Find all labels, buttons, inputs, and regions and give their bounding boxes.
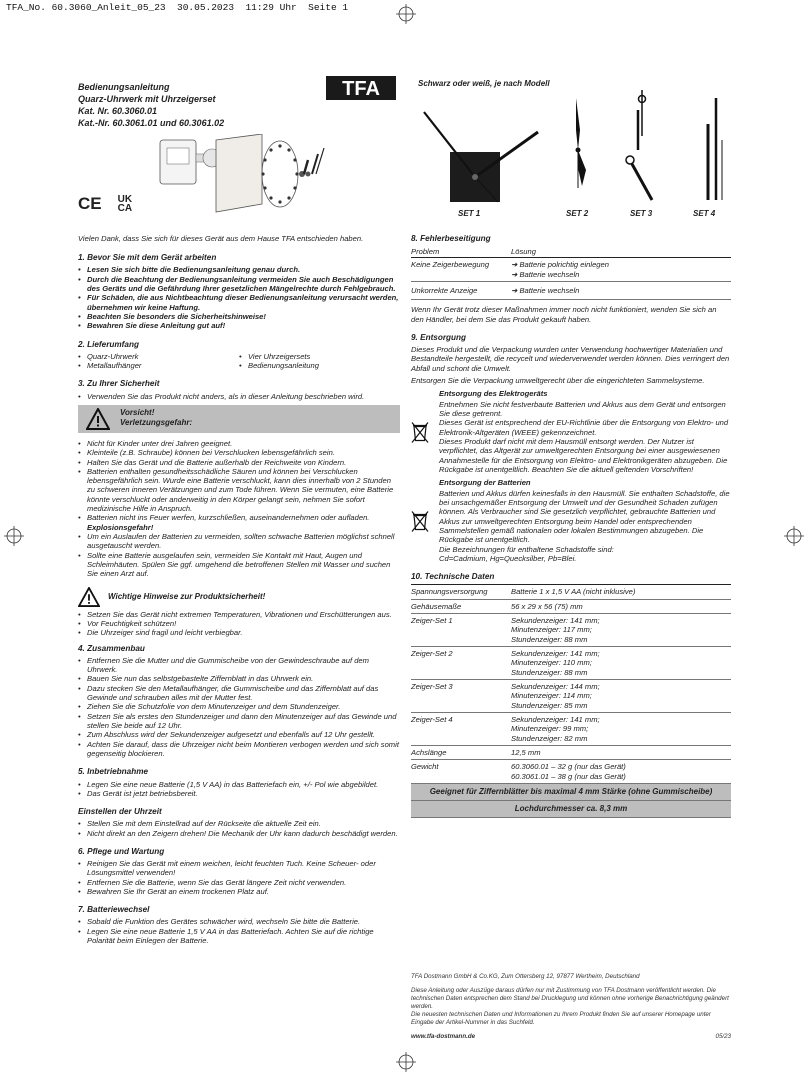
set-4-hands: [708, 98, 722, 200]
paragraph: Die Bezeichnungen für enthaltene Schadstoffe sind:: [439, 544, 614, 554]
right-column: [411, 234, 731, 827]
footer: [411, 973, 731, 1041]
list-item: • Setzen Sie als erstes den Stundenzeiger und dann den Minutenzeiger auf das Gewinde und stellen Sie beide auf 12 Uhr.: [78, 712, 400, 731]
table-cell-value: [511, 746, 731, 760]
dial-thickness-note: Geeignet für Ziffernblätter bis maximal 4 mm Stärke (ohne Gummischeibe): [411, 784, 731, 801]
table-cell-value: [511, 614, 731, 647]
cat-number-1: Kat. Nr. 60.3060.01: [78, 105, 158, 116]
table-row: [411, 746, 731, 760]
table-cell-value: [511, 680, 731, 713]
table-cell-value: [511, 647, 731, 680]
table-row: [411, 585, 731, 599]
set-2-label: SET 2: [566, 209, 589, 218]
list-item: • Entfernen Sie die Mutter und die Gummischeibe von der Gewindeschraube auf dem Uhrwerk.: [78, 656, 400, 675]
troubleshooting-note: Wenn Ihr Gerät trotz dieser Maßnahmen immer noch nicht funktioniert, wenden Sie sich an den Händler, bei dem Sie das Produkt gekauft haben.: [411, 305, 717, 324]
table-row: [411, 282, 731, 300]
list-item: • Kleinteile (z.B. Schraube) können bei Verschlucken lebensgefährlich sein.: [78, 448, 400, 457]
table-cell-label: Zeiger-Set 3: [411, 682, 453, 692]
section-2-title: 2. Lieferumfang: [78, 339, 139, 349]
ukca-line-1: UK: [117, 193, 133, 205]
table-row: [411, 713, 731, 746]
value-line: Minutenzeiger: 110 mm;: [511, 658, 592, 668]
table-cell-value: [511, 585, 731, 599]
safety-hint-title: Wichtige Hinweise zur Produktsicherheit!: [108, 591, 266, 601]
value-line: 12,5 mm: [511, 748, 541, 758]
value-line: 60.3061.01 – 38 g (nur das Gerät): [511, 771, 626, 781]
list-item: • Sobald die Funktion des Gerätes schwächer wird, wechseln Sie bitte die Batterie.: [78, 917, 400, 926]
list-item: • Batterien enthalten gesundheitsschädliche Säuren und können bei Verschlucken lebensgefährlich sein. Wurde eine Batterie verschluckt, kann dies innerhalb von 2 Stunden zu schweren inneren Verätzungen und zum Tode führen. Wenn Sie vermuten, eine Batterie könnte verschluckt oder anderweitig in den Körper gelangt sein, nehmen Sie sofort medizinische Hilfe in Anspruch.: [78, 467, 400, 514]
section-3-title: 3. Zu Ihrer Sicherheit: [78, 379, 160, 389]
electro-disposal-title: Entsorgung des Elektrogeräts: [439, 389, 548, 399]
troubleshooting-table: [411, 246, 731, 300]
paragraph: Dieses Gerät ist entsprechend der EU-Richtlinie über die Entsorgung von Elektro- und Elektronik-Altgeräten (WEEE) gekennzeichnet.: [439, 418, 729, 437]
section-9-title: 9. Entsorgung: [411, 333, 467, 343]
crop-mark-left: [4, 526, 24, 546]
set-2-hands: [576, 98, 587, 188]
section-4-title: 4. Zusammenbau: [78, 643, 145, 653]
list-item: • Legen Sie eine neue Batterie (1,5 V AA) in das Batteriefach ein, +/- Pol wie abgebildet.: [78, 780, 400, 789]
section-10-title: 10. Technische Daten: [411, 572, 495, 582]
list-item: • Quarz-Uhrwerk: [78, 352, 239, 361]
document-header: [78, 82, 224, 130]
list-item: • Nicht für Kinder unter drei Jahren geeignet.: [78, 439, 400, 448]
table-cell-label: Gewicht: [411, 762, 439, 772]
table-row: [411, 258, 731, 282]
tfa-logo: [326, 76, 396, 100]
list-item: • Um ein Auslaufen der Batterien zu vermeiden, sollten schwache Batterien möglichst schnell ausgetauscht werden.: [78, 532, 400, 551]
list-item: • Stellen Sie mit dem Einstellrad auf der Rückseite die aktuelle Zeit ein.: [78, 819, 400, 828]
conformity-marks: [78, 194, 132, 214]
hand-sets-illustration: [410, 90, 750, 208]
battery-disposal-block: [411, 478, 731, 563]
value-line: Stundenzeiger: 82 mm: [511, 733, 588, 743]
paragraph: Cd=Cadmium, Hg=Quecksilber, Pb=Blei.: [439, 554, 577, 564]
footer-legal-1: Diese Anleitung oder Auszüge daraus dürfen nur mit Zustimmung von TFA Dostmann veröffentlicht werden. Die technischen Daten entsprechen dem Stand bei Drucklegung und können ohne vorherige Benachrichtigung geändert werden.: [411, 987, 729, 1011]
section-8-title: 8. Fehlerbeseitigung: [411, 234, 491, 243]
technical-data-table: [411, 584, 731, 784]
table-cell-value: [511, 713, 731, 746]
footer-date: 05/23: [715, 1033, 731, 1041]
crop-mark-top: [396, 4, 416, 24]
ce-mark: CE: [78, 194, 102, 213]
table-cell-label: Zeiger-Set 2: [411, 649, 453, 659]
cat-number-2: Kat.-Nr. 60.3061.01 und 60.3061.02: [78, 117, 225, 128]
solution-line: ➜ Batterie polrichtig einlegen: [511, 260, 609, 270]
table-cell-label: Achslänge: [411, 748, 447, 758]
list-item: • Ziehen Sie die Schutzfolie von dem Minutenzeiger und dem Stundenzeiger.: [78, 702, 400, 711]
set-4-label: SET 4: [693, 209, 716, 218]
paragraph: Dieses Produkt darf nicht mit dem Hausmüll entsorgt werden. Der Nutzer ist verpflichtet, das Altgerät zur umweltgerechten Entsorgung bei einer ausgewiesenen Annahmestelle für die Entsorgung von Elektro- und Elektronikgeräten abzugeben. Die Rückgabe ist unentgeltlich. Beachten Sie die aktuell geltenden Vorschriften!: [439, 437, 728, 475]
section-5-title: 5. Inbetriebnahme: [78, 767, 149, 777]
models-note: Schwarz oder weiß, je nach Modell: [418, 79, 550, 88]
print-header: TFA_No. 60.3060_Anleit_05_23 30.05.2023 11:29 Uhr Seite 1: [6, 2, 349, 13]
column-header-solution: Lösung: [511, 247, 536, 257]
battery-disposal-title: Entsorgung der Batterien: [439, 478, 531, 488]
list-item: • Metallaufhänger: [78, 361, 239, 370]
value-line: 60.3060.01 – 32 g (nur das Gerät): [511, 762, 626, 772]
value-line: Stundenzeiger: 88 mm: [511, 667, 588, 677]
section-6: [78, 847, 400, 896]
section-7: [78, 905, 400, 945]
table-cell-value: [511, 760, 731, 784]
section-9: [411, 333, 731, 563]
table-row: [411, 614, 731, 647]
warning-title: Vorsicht!: [120, 407, 155, 417]
left-column: [78, 234, 400, 954]
column-header-problem: Problem: [411, 247, 440, 257]
list-item-text: Batterien nicht ins Feuer werfen, kurzschließen, auseinandernehmen oder aufladen.: [87, 513, 370, 523]
table-cell-value: [511, 599, 731, 613]
value-line: Stundenzeiger: 85 mm: [511, 700, 588, 710]
section-6-title: 6. Pflege und Wartung: [78, 846, 165, 856]
section-5: [78, 767, 400, 837]
list-item: • Für Schäden, die aus Nichtbeachtung dieser Bedienungsanleitung verursacht werden, übernehmen wir keine Haftung.: [78, 293, 400, 312]
table-cell-label: Zeiger-Set 1: [411, 616, 453, 626]
section-7-title: 7. Batteriewechsel: [78, 905, 150, 915]
list-item: • Die Uhrzeiger sind fragil und leicht verbiegbar.: [78, 628, 400, 637]
hole-diameter-note: Lochdurchmesser ca. 8,3 mm: [411, 801, 731, 818]
electro-disposal-block: [411, 389, 731, 474]
warning-bar: [78, 405, 400, 433]
list-item: • Beachten Sie besonders die Sicherheitshinweise!: [78, 312, 400, 321]
doc-title: Bedienungsanleitung: [78, 82, 170, 92]
list-item: • Zum Abschluss wird der Sekundenzeiger aufgesetzt und ebenfalls auf 12 Uhr gestellt.: [78, 730, 400, 739]
section-8: [411, 234, 731, 324]
value-line: Batterie 1 x 1,5 V AA (nicht inklusive): [511, 587, 636, 597]
svg-text:TFA: TFA: [342, 78, 380, 100]
section-2: [78, 340, 400, 371]
section-4: [78, 644, 400, 759]
crossed-bin-icon: [411, 480, 429, 563]
set-3-label: SET 3: [630, 209, 653, 218]
section-10: [411, 572, 731, 817]
list-item: • Setzen Sie das Gerät nicht extremen Temperaturen, Vibrationen und Erschütterungen aus.: [78, 610, 400, 619]
paragraph: Entsorgen Sie die Verpackung umweltgerecht über die eingerichteten Sammelsysteme.: [411, 376, 705, 386]
solution-line: ➜ Batterie wechseln: [511, 269, 580, 279]
list-item: • Achten Sie darauf, dass die Uhrzeiger nicht beim Montieren verbogen werden und sich somit gegenseitig blockieren.: [78, 740, 400, 759]
table-row: [411, 680, 731, 713]
table-cell: Unkorrekte Anzeige: [411, 286, 478, 296]
footer-url[interactable]: www.tfa-dostmann.de: [411, 1033, 476, 1041]
table-cell-label: Zeiger-Set 4: [411, 715, 453, 725]
table-cell: ➜ Batterie wechseln: [511, 286, 580, 296]
list-item: • Bewahren Sie Ihr Gerät an einem trockenen Platz auf.: [78, 887, 400, 896]
list-item: [78, 513, 400, 532]
list-item: • Lesen Sie sich bitte die Bedienungsanleitung genau durch.: [78, 265, 400, 274]
list-item: • Durch die Beachtung der Bedienungsanleitung vermeiden Sie auch Beschädigungen des Geräts und die Gefährdung Ihrer gesetzlichen Mängelrechte durch Fehlgebrauch.: [78, 275, 400, 294]
table-cell-label: Gehäusemaße: [411, 601, 462, 611]
table-row: [411, 599, 731, 613]
set-3-hands: [626, 90, 652, 200]
value-line: Sekundenzeiger: 141 mm;: [511, 715, 600, 725]
footer-company: TFA Dostmann GmbH & Co.KG, Zum Ottersberg 12, 97877 Wertheim, Deutschland: [411, 973, 640, 980]
value-line: Sekundenzeiger: 141 mm;: [511, 649, 600, 659]
value-line: Sekundenzeiger: 144 mm;: [511, 682, 600, 692]
table-cell-label: Spannungsversorgung: [411, 587, 488, 597]
section-1: [78, 253, 400, 330]
value-line: Minutenzeiger: 114 mm;: [511, 691, 592, 701]
list-item: • Nicht direkt an den Zeigern drehen! Die Mechanik der Uhr kann dadurch beschädigt werden.: [78, 829, 400, 838]
list-item: • Legen Sie eine neue Batterie 1,5 V AA in das Batteriefach. Achten Sie auf die richtige Polarität beim Einlegen der Batterie.: [78, 927, 400, 946]
list-item: • Reinigen Sie das Gerät mit einem weichen, leicht feuchten Tuch. Keine Scheuer- oder Lösungsmittel verwenden!: [78, 859, 400, 878]
list-item: • Verwenden Sie das Produkt nicht anders, als in dieser Anleitung beschrieben wird.: [78, 392, 400, 401]
footer-legal-2: Die neuesten technischen Daten und Informationen zu Ihrem Produkt finden Sie auf unserer Homepage unter Eingabe der Artikel-Nummer in das Suchfeld.: [411, 1011, 711, 1027]
list-item: • Das Gerät ist jetzt betriebsbereit.: [78, 789, 400, 798]
section-5-subtitle: Einstellen der Uhrzeit: [78, 807, 162, 817]
list-item: • Entfernen Sie die Batterie, wenn Sie das Gerät längere Zeit nicht verwenden.: [78, 878, 400, 887]
section-1-title: 1. Bevor Sie mit dem Gerät arbeiten: [78, 253, 217, 263]
warning-subtitle: Verletzungsgefahr:: [120, 417, 193, 427]
crop-mark-bottom: [396, 1052, 416, 1072]
doc-subtitle: Quarz-Uhrwerk mit Uhrzeigerset: [78, 93, 216, 104]
list-item: • Halten Sie das Gerät und die Batterie außerhalb der Reichweite von Kindern.: [78, 458, 400, 467]
list-item: • Bewahren Sie diese Anleitung gut auf!: [78, 321, 400, 330]
table-cell: Keine Zeigerbewegung: [411, 260, 490, 270]
list-item: • Bedienungsanleitung: [239, 361, 400, 370]
value-line: Stundenzeiger: 88 mm: [511, 634, 588, 644]
table-cell: [511, 258, 731, 282]
list-item: • Vor Feuchtigkeit schützen!: [78, 619, 400, 628]
safety-hint: [78, 587, 400, 607]
paragraph: Batterien und Akkus dürfen keinesfalls in den Hausmüll. Sie enthalten Schadstoffe, die bei unsachgemäßer Entsorgung der Umwelt und der Gesundheit Schaden zufügen können. Als Verbraucher sind Sie gesetzlich verpflichtet, gebrauchte Batterien und Akkus zur umweltgerechten Entsorgung beim Handel oder entsprechenden Sammelstellen gemäß nationalen oder lokalen Bestimmungen abzugeben. Die Rückgabe ist unentgeltlich.: [439, 488, 730, 545]
value-line: Minutenzeiger: 117 mm;: [511, 625, 592, 635]
warning-icon: [86, 408, 110, 430]
intro-text: Vielen Dank, dass Sie sich für dieses Gerät aus dem Hause TFA entschieden haben.: [78, 234, 364, 243]
footer-bottom-line: [411, 1033, 731, 1041]
set-1-hands: [424, 112, 538, 202]
explosion-warning: Explosionsgefahr!: [87, 522, 154, 532]
movement-illustration: [158, 134, 328, 224]
list-item: • Dazu stecken Sie den Metallaufhänger, die Gummischeibe und das Ziffernblatt auf das Gewinde und schrauben alles mit der Mutter fest.: [78, 684, 400, 703]
list-item: • Bauen Sie nun das selbstgebastelte Ziffernblatt in das Uhrwerk ein.: [78, 674, 400, 683]
crop-mark-right: [784, 526, 804, 546]
table-row: [411, 760, 731, 784]
crossed-bin-icon: [411, 391, 429, 474]
table-row: [411, 647, 731, 680]
list-item: • Sollte eine Batterie ausgelaufen sein, vermeiden Sie Kontakt mit Haut, Augen und Schleimhäuten. Spülen Sie ggf. umgehend die betroffenen Stellen mit Wasser und suchen Sie einen Arzt auf.: [78, 551, 400, 579]
paragraph: Entnehmen Sie nicht festverbaute Batterien und Akkus aus dem Gerät und entsorgen Sie diese getrennt.: [439, 399, 726, 419]
ukca-line-2: CA: [117, 203, 133, 214]
set-1-label: SET 1: [458, 209, 481, 218]
value-line: 56 x 29 x 56 (75) mm: [511, 601, 583, 611]
warning-icon: [78, 587, 100, 607]
section-3: [78, 379, 400, 637]
value-line: Sekundenzeiger: 141 mm;: [511, 616, 600, 626]
ukca-mark: [118, 195, 132, 214]
value-line: Minutenzeiger: 99 mm;: [511, 724, 589, 734]
paragraph: Dieses Produkt und die Verpackung wurden unter Verwendung hochwertiger Materialien und Bestandteile hergestellt, die recycelt und wiederverwendet werden können. Dies verringert den Abfall und schont die Umwelt.: [411, 345, 730, 373]
list-item: • Vier Uhrzeigersets: [239, 352, 400, 361]
